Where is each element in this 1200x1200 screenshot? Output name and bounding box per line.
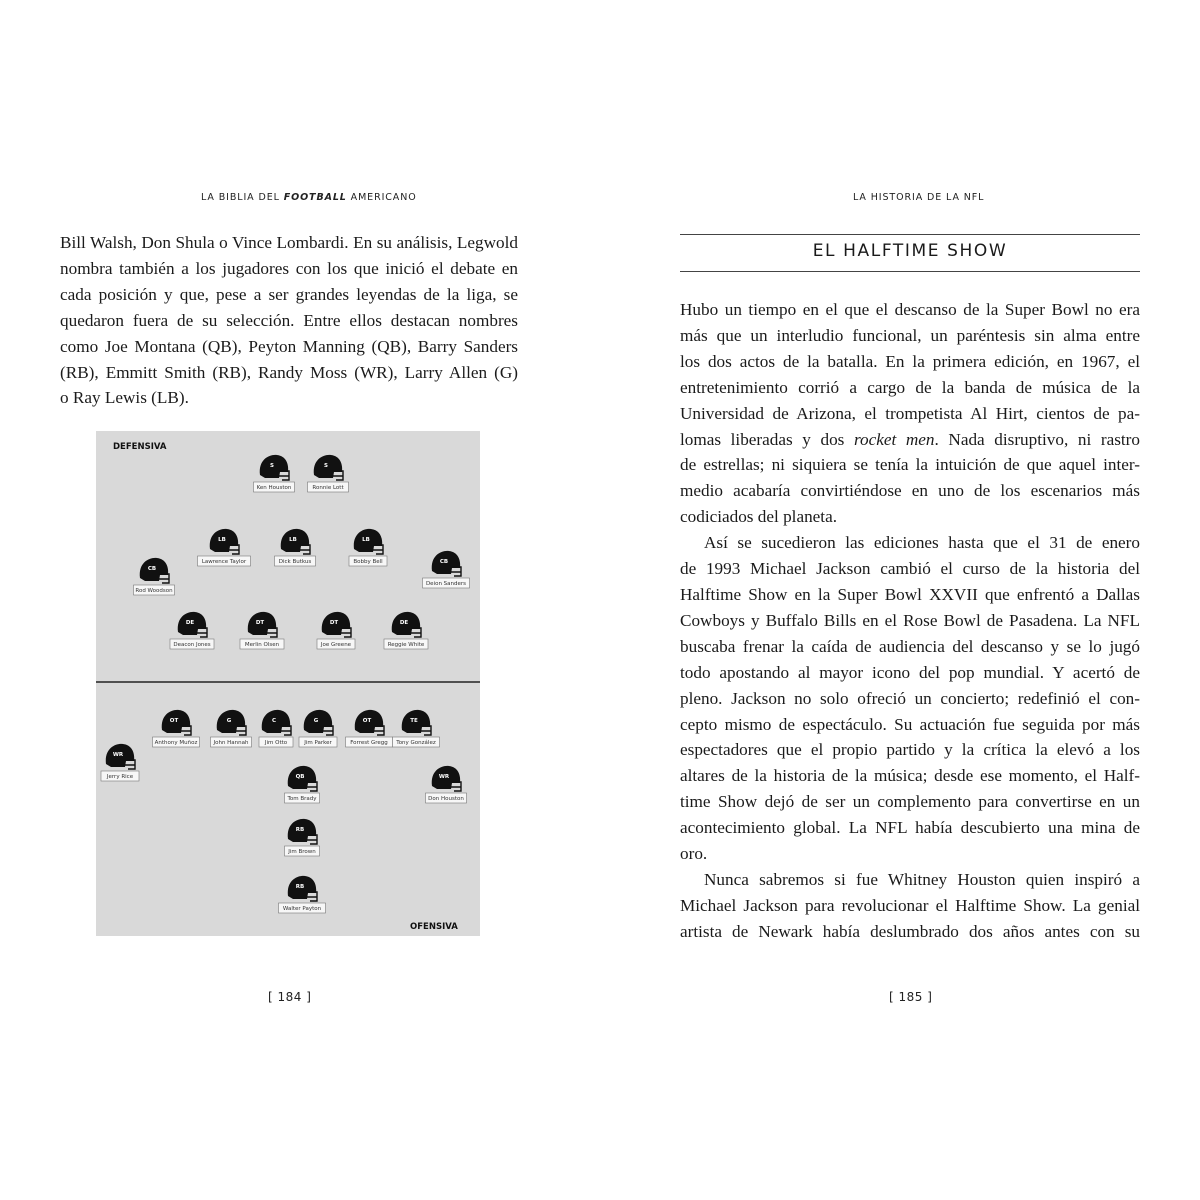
position-label: RB	[295, 884, 305, 890]
text-run: . Nada disruptivo, ni rastro	[934, 429, 1140, 449]
text-line: oro.	[680, 844, 708, 864]
text-line: Universidad de Arizona, el trompetista Al Hirt, cientos de pa-	[680, 403, 1140, 423]
defense-player	[240, 612, 284, 649]
facemask-icon	[307, 835, 317, 844]
defense-player	[134, 558, 175, 595]
facemask-icon	[307, 892, 317, 901]
facemask-icon	[159, 574, 169, 583]
text-line: codiciados del planeta.	[680, 507, 838, 527]
position-label: DT	[329, 620, 339, 626]
facemask-icon	[451, 567, 461, 576]
text-line: Nunca sabremos si fue Whitney Houston quien inspiró a	[704, 869, 1140, 889]
text-line: time Show dejó de ser un complemento para convertirse en un	[680, 792, 1140, 812]
running-head-right: LA HISTORIA DE LA NFL	[853, 192, 985, 203]
text-line: Michael Jackson para revolucionar el Halftime Show. La genial	[680, 895, 1140, 915]
position-label: S	[324, 463, 328, 469]
formation-diagram	[96, 431, 480, 936]
defense-player	[317, 612, 355, 649]
running-head-prefix: LA BIBLIA DEL	[201, 192, 284, 203]
player-name: Walter Payton	[282, 906, 322, 913]
defense-player	[254, 455, 295, 492]
text-line: Halftime Show en la Super Bowl XXVII que enfrentó a Dallas	[680, 584, 1140, 604]
paragraph-2	[680, 530, 1140, 867]
facemask-icon	[323, 726, 333, 735]
text-line: (RB), Emmitt Smith (RB), Randy Moss (WR), Larry Allen (G)	[60, 362, 518, 382]
running-head-italic: FOOTBALL	[283, 192, 347, 203]
player-name: Jim Parker	[304, 740, 332, 747]
position-label: WR	[112, 752, 124, 758]
right-body-text	[680, 297, 1140, 945]
position-label: OT	[169, 718, 179, 724]
defense-players	[134, 455, 470, 649]
player-name: Joe Greene	[320, 642, 352, 649]
position-label: QB	[295, 774, 305, 780]
section-title: EL HALFTIME SHOW	[812, 241, 1008, 261]
position-label: G	[313, 718, 319, 724]
text-line: cada posición y que, pese a ser grandes leyendas de la liga, se	[60, 284, 518, 304]
facemask-icon	[451, 782, 461, 791]
player-name: Ken Houston	[256, 485, 292, 492]
defense-player	[423, 551, 470, 588]
facemask-icon	[421, 726, 431, 735]
facemask-icon	[373, 545, 383, 554]
player-name: Tony González	[396, 740, 436, 747]
facemask-icon	[281, 726, 291, 735]
position-label: DT	[255, 620, 265, 626]
offense-player	[346, 710, 393, 747]
left-body-text	[60, 230, 518, 411]
player-name: Ronnie Lott	[312, 485, 344, 492]
text-line: altares de la historia de la música; desde ese momento, el Half-	[680, 766, 1140, 786]
offense-player	[279, 876, 326, 913]
offense-player	[259, 710, 293, 747]
player-name: Forrest Gregg	[350, 740, 388, 747]
player-name: Jerry Rice	[106, 774, 134, 781]
position-label: RB	[295, 827, 305, 833]
position-label: TE	[410, 718, 418, 724]
offense-player	[153, 710, 200, 747]
facemask-icon	[197, 628, 207, 637]
text-line: nombra también a los jugadores con los que inició el debate en	[60, 258, 518, 278]
left-paragraph	[60, 230, 518, 411]
text-line: todo apostando al mayor icono del pop mundial. Y acertó de	[680, 662, 1140, 682]
paragraph-3	[680, 867, 1140, 945]
formation-svg	[96, 431, 480, 936]
facemask-icon	[300, 545, 310, 554]
defense-player	[275, 529, 316, 566]
position-label: CB	[147, 566, 157, 572]
position-label: OT	[362, 718, 372, 724]
text-line	[680, 427, 1140, 453]
player-name: Reggie White	[387, 642, 425, 649]
facemask-icon	[279, 471, 289, 480]
text-line: pleno. Jackson no solo ofreció un concierto; redefinió el con-	[680, 688, 1140, 708]
offense-players	[101, 710, 467, 913]
offense-label: OFENSIVA	[410, 922, 458, 932]
facemask-icon	[181, 726, 191, 735]
player-name: Jim Brown	[288, 849, 316, 856]
defense-label: DEFENSIVA	[113, 442, 167, 452]
defense-player	[170, 612, 214, 649]
position-label: WR	[438, 774, 450, 780]
facemask-icon	[341, 628, 351, 637]
defense-player	[384, 612, 428, 649]
facemask-icon	[229, 545, 239, 554]
text-line: Así se sucedieron las ediciones hasta que el 31 de enero	[704, 533, 1140, 553]
title-rule-top	[680, 234, 1140, 235]
text-line: buscaba frenar la caída de audiencia del descanso y se lo jugó	[680, 636, 1140, 656]
page-number-right: [ 185 ]	[889, 990, 933, 1004]
player-name: Jim Otto	[264, 740, 288, 747]
defense-player	[308, 455, 349, 492]
text-line: cepto mismo de espectáculo. Su actuación fue seguida por más	[680, 714, 1140, 734]
text-line: más que un interludio funcional, un paréntesis sin alma entre	[680, 325, 1140, 345]
text-line: artista de Newark había deslumbrado dos años antes con su	[680, 921, 1140, 941]
paragraph-1	[680, 297, 1140, 530]
facemask-icon	[307, 782, 317, 791]
text-line: de estrellas; ni siquiera se tenía la intuición de que aquel inter-	[680, 455, 1140, 475]
position-label: LB	[362, 537, 370, 543]
position-label: DE	[185, 620, 195, 626]
facemask-icon	[374, 726, 384, 735]
offense-player	[211, 710, 252, 747]
text-line: espectadores que el propio partido y la crítica la elevó a los	[680, 740, 1140, 760]
text-line: de 1993 Michael Jackson cambió el curso de la historia del	[680, 559, 1140, 579]
position-label: CB	[439, 559, 449, 565]
position-label: DE	[399, 620, 409, 626]
offense-player	[299, 710, 337, 747]
title-rule-bottom	[680, 271, 1140, 272]
player-name: Deacon Jones	[173, 642, 211, 649]
text-line: como Joe Montana (QB), Peyton Manning (QB), Barry Sanders	[60, 336, 518, 356]
offense-player	[393, 710, 440, 747]
text-line: Bill Walsh, Don Shula o Vince Lombardi. En su análisis, Legwold	[60, 233, 518, 252]
text-line: los dos actos de la batalla. En la primera edición, en 1967, el	[680, 351, 1140, 371]
facemask-icon	[411, 628, 421, 637]
player-name: Rod Woodson	[135, 588, 173, 595]
offense-player	[285, 766, 320, 803]
offense-player	[426, 766, 467, 803]
offense-player	[101, 744, 139, 781]
player-name: Merlin Olsen	[244, 642, 280, 649]
page-number-left: [ 184 ]	[268, 990, 312, 1004]
italic-run: rocket men	[853, 429, 935, 449]
text-run: lomas liberadas y dos	[680, 429, 854, 449]
text-line: o Ray Lewis (LB).	[60, 388, 189, 408]
position-label: LB	[289, 537, 297, 543]
facemask-icon	[236, 726, 246, 735]
player-name: Don Houston	[428, 796, 464, 803]
text-line: entretenimiento corrió a cargo de la banda de música de la	[680, 377, 1140, 397]
player-name: Lawrence Taylor	[201, 559, 247, 566]
position-label: G	[226, 718, 232, 724]
text-line: Cowboys y Buffalo Bills en el Rose Bowl de Pasadena. La NFL	[680, 610, 1140, 630]
facemask-icon	[333, 471, 343, 480]
text-line: quedaron fuera de su selección. Entre ellos destacan nombres	[60, 310, 518, 330]
position-label: S	[270, 463, 274, 469]
running-head-suffix: AMERICANO	[346, 192, 417, 203]
facemask-icon	[125, 760, 135, 769]
text-line: Hubo un tiempo en el que el descanso de la Super Bowl no era	[680, 300, 1140, 319]
defense-player	[349, 529, 387, 566]
position-label: C	[271, 718, 277, 724]
facemask-icon	[267, 628, 277, 637]
running-head-left	[201, 192, 417, 203]
player-name: Anthony Muñoz	[154, 740, 198, 747]
defense-player	[198, 529, 251, 566]
text-line: medio acabaría convirtiéndose en uno de los escenarios más	[680, 481, 1140, 501]
player-name: John Hannah	[213, 740, 249, 747]
player-name: Bobby Bell	[353, 559, 383, 566]
position-label: LB	[218, 537, 226, 543]
text-line: acontecimiento global. La NFL había descubierto una mina de	[680, 818, 1140, 838]
offense-player	[285, 819, 320, 856]
player-name: Dick Butkus	[278, 559, 312, 566]
player-name: Tom Brady	[287, 796, 317, 803]
player-name: Deion Sanders	[425, 581, 467, 588]
